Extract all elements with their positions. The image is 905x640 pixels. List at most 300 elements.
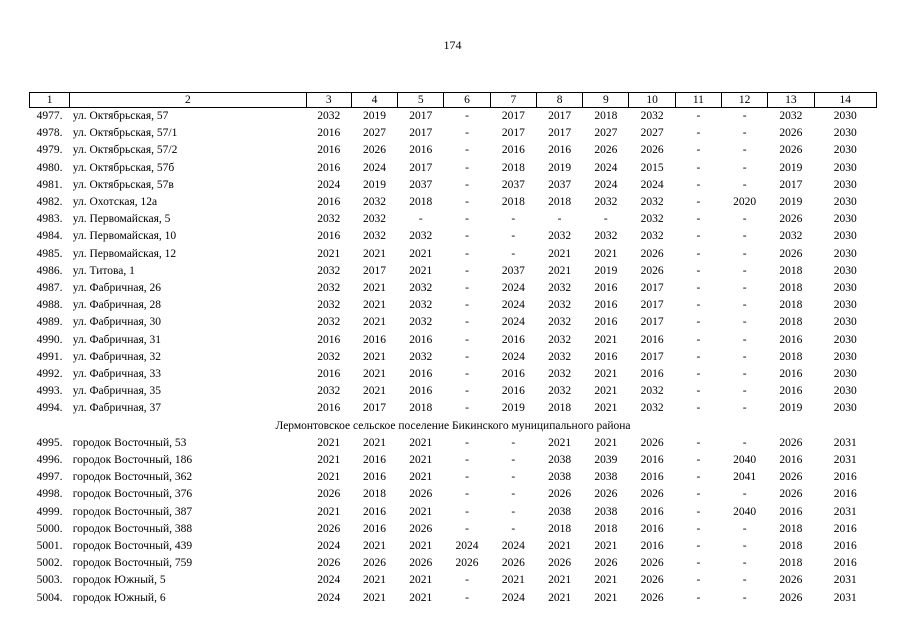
- address-cell: городок Восточный, 439: [72, 540, 193, 553]
- year-cell: 2032: [594, 230, 618, 243]
- year-cell: -: [465, 385, 469, 398]
- year-cell: 2032: [317, 264, 341, 277]
- year-cell: 2026: [594, 144, 618, 157]
- year-cell: -: [465, 144, 469, 157]
- year-cell: -: [742, 282, 747, 295]
- year-cell: 2016: [409, 385, 433, 398]
- table-row: [30, 572, 877, 589]
- table-row: [30, 366, 877, 383]
- year-cell: 2027: [363, 127, 387, 140]
- year-cell: 2021: [501, 574, 525, 587]
- year-cell: -: [742, 110, 747, 122]
- address-cell: ул. Фабричная, 35: [72, 385, 161, 398]
- year-cell: -: [696, 127, 701, 140]
- year-cell: -: [742, 178, 747, 191]
- year-cell: 2016: [317, 402, 341, 415]
- year-cell: 2020: [733, 196, 757, 209]
- address-cell: городок Восточный, 362: [72, 471, 193, 484]
- table-row: [30, 280, 877, 297]
- year-cell: 2016: [640, 471, 664, 484]
- year-cell: 2017: [640, 316, 664, 329]
- year-cell: 2032: [640, 385, 664, 398]
- year-cell: 2017: [409, 110, 433, 122]
- table-row: [30, 246, 877, 263]
- year-cell: 2016: [594, 282, 618, 295]
- year-cell: 2016: [833, 540, 857, 553]
- column-header: 7: [490, 93, 536, 108]
- year-cell: -: [696, 282, 701, 295]
- year-cell: 2032: [548, 333, 572, 346]
- year-cell: 2016: [833, 471, 857, 484]
- year-cell: -: [511, 247, 516, 260]
- year-cell: 2016: [640, 333, 664, 346]
- year-cell: 2030: [833, 264, 857, 277]
- year-cell: -: [696, 144, 701, 157]
- year-cell: 2024: [317, 178, 341, 191]
- year-cell: 2026: [363, 144, 387, 157]
- year-cell: -: [511, 488, 516, 501]
- year-cell: 2016: [501, 144, 525, 157]
- year-cell: 2032: [548, 316, 572, 329]
- year-cell: 2040: [733, 505, 757, 518]
- year-cell: 2018: [501, 196, 525, 209]
- year-cell: 2032: [548, 368, 572, 381]
- housing-registry-table: [29, 92, 877, 607]
- year-cell: -: [742, 402, 747, 415]
- year-cell: -: [696, 161, 701, 174]
- year-cell: 2032: [548, 282, 572, 295]
- year-cell: 2024: [640, 178, 664, 191]
- year-cell: 2019: [779, 402, 803, 415]
- year-cell: 2018: [779, 299, 803, 312]
- year-cell: 2032: [640, 196, 664, 209]
- year-cell: 2016: [409, 368, 433, 381]
- year-cell: 2026: [640, 247, 664, 260]
- year-cell: -: [742, 591, 747, 604]
- year-cell: 2024: [501, 540, 525, 553]
- year-cell: 2018: [501, 161, 525, 174]
- year-cell: 2019: [779, 196, 803, 209]
- year-cell: 2030: [833, 127, 857, 140]
- year-cell: 2016: [548, 144, 572, 157]
- year-cell: 2021: [409, 264, 433, 277]
- year-cell: 2026: [640, 264, 664, 277]
- year-cell: 2021: [594, 436, 618, 449]
- table-header: [30, 93, 877, 108]
- address-cell: ул. Октябрьская, 57: [72, 110, 169, 122]
- year-cell: 2030: [833, 316, 857, 329]
- year-cell: -: [696, 316, 701, 329]
- year-cell: -: [696, 299, 701, 312]
- year-cell: 2031: [833, 454, 857, 467]
- year-cell: -: [696, 350, 701, 363]
- year-cell: 2016: [640, 522, 664, 535]
- year-cell: -: [511, 213, 516, 226]
- row-number: 4991.: [36, 350, 63, 363]
- year-cell: 2031: [833, 591, 857, 604]
- year-cell: 2016: [317, 127, 341, 140]
- year-cell: 2021: [548, 574, 572, 587]
- table-row: [30, 452, 877, 469]
- year-cell: 2018: [779, 282, 803, 295]
- year-cell: 2030: [833, 402, 857, 415]
- row-number: 4997.: [36, 471, 63, 484]
- year-cell: -: [696, 264, 701, 277]
- year-cell: 2026: [779, 127, 803, 140]
- year-cell: -: [696, 368, 701, 381]
- row-number: 4995.: [36, 436, 63, 449]
- address-cell: ул. Фабричная, 37: [72, 402, 161, 415]
- address-cell: ул. Фабричная, 30: [72, 316, 161, 329]
- year-cell: -: [465, 316, 469, 329]
- year-cell: 2026: [548, 557, 572, 570]
- year-cell: 2030: [833, 299, 857, 312]
- year-cell: 2018: [779, 264, 803, 277]
- year-cell: -: [742, 299, 747, 312]
- year-cell: -: [742, 368, 747, 381]
- year-cell: -: [511, 471, 516, 484]
- year-cell: -: [696, 385, 701, 398]
- year-cell: 2037: [501, 264, 525, 277]
- address-cell: городок Восточный, 53: [72, 436, 187, 449]
- year-cell: 2032: [317, 110, 341, 122]
- year-cell: -: [742, 557, 747, 570]
- year-cell: 2017: [363, 264, 387, 277]
- year-cell: 2031: [833, 436, 857, 449]
- year-cell: 2017: [640, 350, 664, 363]
- row-number: 4986.: [36, 264, 63, 277]
- year-cell: 2021: [409, 471, 433, 484]
- year-cell: -: [696, 436, 701, 449]
- year-cell: 2038: [548, 454, 572, 467]
- year-cell: -: [742, 230, 747, 243]
- table-row: [30, 504, 877, 521]
- year-cell: 2041: [733, 471, 757, 484]
- row-number: 4988.: [36, 299, 63, 312]
- year-cell: 2031: [833, 505, 857, 518]
- year-cell: 2024: [363, 161, 387, 174]
- year-cell: 2031: [833, 574, 857, 587]
- address-cell: городок Восточный, 759: [72, 557, 193, 570]
- year-cell: 2016: [501, 385, 525, 398]
- year-cell: 2021: [409, 591, 433, 604]
- year-cell: -: [465, 213, 469, 226]
- row-number: 4994.: [36, 402, 63, 415]
- year-cell: 2026: [779, 574, 803, 587]
- year-cell: 2018: [548, 196, 572, 209]
- row-number: 4990.: [36, 333, 63, 346]
- year-cell: -: [742, 127, 747, 140]
- year-cell: -: [465, 402, 469, 415]
- year-cell: -: [696, 591, 701, 604]
- year-cell: -: [696, 333, 701, 346]
- year-cell: 2032: [317, 213, 341, 226]
- year-cell: 2038: [548, 505, 572, 518]
- year-cell: 2024: [594, 161, 618, 174]
- year-cell: 2032: [317, 385, 341, 398]
- year-cell: 2017: [640, 299, 664, 312]
- column-header: 6: [444, 93, 490, 108]
- year-cell: 2021: [594, 540, 618, 553]
- year-cell: -: [696, 471, 701, 484]
- year-cell: -: [742, 264, 747, 277]
- year-cell: 2037: [501, 178, 525, 191]
- year-cell: 2016: [317, 333, 341, 346]
- year-cell: 2018: [409, 402, 433, 415]
- year-cell: -: [742, 522, 747, 535]
- year-cell: 2016: [594, 316, 618, 329]
- address-cell: ул. Первомайская, 12: [72, 247, 177, 260]
- year-cell: -: [511, 436, 516, 449]
- year-cell: 2026: [317, 557, 341, 570]
- year-cell: 2021: [548, 264, 572, 277]
- year-cell: 2017: [548, 110, 572, 122]
- table-row: [30, 469, 877, 486]
- year-cell: 2017: [640, 282, 664, 295]
- year-cell: 2017: [409, 127, 433, 140]
- year-cell: 2021: [409, 540, 433, 553]
- year-cell: 2021: [363, 591, 387, 604]
- table-row: [30, 486, 877, 503]
- year-cell: -: [742, 247, 747, 260]
- year-cell: 2019: [594, 264, 618, 277]
- year-cell: 2032: [548, 350, 572, 363]
- year-cell: 2016: [317, 161, 341, 174]
- address-cell: ул. Фабричная, 31: [72, 333, 161, 346]
- row-number: 5001.: [36, 540, 63, 553]
- year-cell: 2032: [363, 213, 387, 226]
- address-cell: ул. Октябрьская, 57/2: [72, 144, 178, 157]
- year-cell: 2032: [640, 110, 664, 122]
- row-number: 4999.: [36, 505, 63, 518]
- table-row: [30, 228, 877, 245]
- year-cell: 2016: [779, 368, 803, 381]
- year-cell: 2026: [779, 591, 803, 604]
- year-cell: -: [465, 299, 469, 312]
- year-cell: 2026: [409, 557, 433, 570]
- year-cell: 2030: [833, 368, 857, 381]
- year-cell: 2019: [363, 178, 387, 191]
- year-cell: 2016: [363, 454, 387, 467]
- year-cell: -: [696, 230, 701, 243]
- year-cell: 2016: [640, 505, 664, 518]
- address-cell: ул. Фабричная, 33: [72, 368, 161, 381]
- row-number: 5004.: [36, 591, 63, 604]
- year-cell: 2024: [501, 350, 525, 363]
- year-cell: 2032: [640, 230, 664, 243]
- table-row: [30, 383, 877, 400]
- table-row: [30, 349, 877, 366]
- year-cell: 2027: [594, 127, 618, 140]
- year-cell: 2024: [501, 282, 525, 295]
- year-cell: 2021: [594, 368, 618, 381]
- year-cell: 2021: [594, 333, 618, 346]
- year-cell: -: [465, 574, 469, 587]
- year-cell: 2016: [833, 557, 857, 570]
- year-cell: 2037: [548, 178, 572, 191]
- year-cell: 2021: [409, 436, 433, 449]
- year-cell: -: [465, 522, 469, 535]
- year-cell: 2017: [548, 127, 572, 140]
- table-row: [30, 521, 877, 538]
- year-cell: -: [742, 350, 747, 363]
- address-cell: ул. Фабричная, 32: [72, 350, 161, 363]
- year-cell: 2018: [548, 522, 572, 535]
- year-cell: 2030: [833, 161, 857, 174]
- year-cell: 2018: [548, 402, 572, 415]
- year-cell: 2019: [779, 161, 803, 174]
- year-cell: 2017: [501, 110, 525, 122]
- address-cell: ул. Октябрьская, 57/1: [72, 127, 178, 140]
- year-cell: 2026: [640, 436, 664, 449]
- year-cell: -: [465, 110, 469, 122]
- year-cell: -: [696, 454, 701, 467]
- table-row: [30, 160, 877, 177]
- address-cell: ул. Первомайская, 10: [72, 230, 177, 243]
- table-body: [30, 108, 877, 607]
- year-cell: 2026: [640, 591, 664, 604]
- column-header: 8: [536, 93, 582, 108]
- year-cell: 2024: [501, 299, 525, 312]
- year-cell: -: [742, 161, 747, 174]
- year-cell: -: [465, 505, 469, 518]
- year-cell: 2021: [317, 454, 341, 467]
- year-cell: 2026: [594, 488, 618, 501]
- year-cell: 2021: [363, 299, 387, 312]
- year-cell: 2016: [363, 333, 387, 346]
- year-cell: -: [696, 213, 701, 226]
- year-cell: 2016: [409, 333, 433, 346]
- year-cell: 2030: [833, 350, 857, 363]
- year-cell: 2015: [640, 161, 664, 174]
- year-cell: 2018: [594, 522, 618, 535]
- row-number: 5002.: [36, 557, 63, 570]
- table-row: [30, 332, 877, 349]
- year-cell: -: [511, 522, 516, 535]
- year-cell: -: [696, 540, 701, 553]
- year-cell: 2030: [833, 196, 857, 209]
- year-cell: 2032: [409, 230, 433, 243]
- year-cell: -: [465, 591, 469, 604]
- year-cell: 2039: [594, 454, 618, 467]
- year-cell: 2026: [779, 247, 803, 260]
- year-cell: 2018: [779, 350, 803, 363]
- year-cell: 2016: [779, 505, 803, 518]
- year-cell: 2040: [733, 454, 757, 467]
- year-cell: -: [696, 488, 701, 501]
- year-cell: 2021: [363, 368, 387, 381]
- column-header: 4: [351, 93, 397, 108]
- year-cell: 2026: [779, 471, 803, 484]
- year-cell: 2032: [317, 350, 341, 363]
- year-cell: 2021: [409, 574, 433, 587]
- year-cell: -: [696, 522, 701, 535]
- year-cell: 2026: [640, 144, 664, 157]
- row-number: 4987.: [36, 282, 63, 295]
- row-number: 4983.: [36, 213, 63, 226]
- row-number: 4984.: [36, 230, 63, 243]
- year-cell: 2026: [548, 488, 572, 501]
- year-cell: -: [742, 213, 747, 226]
- year-cell: -: [742, 574, 747, 587]
- year-cell: 2032: [317, 282, 341, 295]
- address-cell: городок Южный, 5: [72, 574, 166, 587]
- table-row: [30, 263, 877, 280]
- year-cell: -: [696, 247, 701, 260]
- year-cell: -: [742, 144, 747, 157]
- year-cell: -: [465, 247, 469, 260]
- year-cell: 2032: [779, 110, 803, 122]
- row-number: 4996.: [36, 454, 63, 467]
- year-cell: 2016: [363, 522, 387, 535]
- year-cell: -: [465, 488, 469, 501]
- year-cell: 2024: [594, 178, 618, 191]
- year-cell: 2026: [363, 557, 387, 570]
- year-cell: -: [557, 213, 562, 226]
- table-row: [30, 177, 877, 194]
- year-cell: 2018: [779, 540, 803, 553]
- year-cell: 2026: [779, 213, 803, 226]
- year-cell: 2018: [779, 316, 803, 329]
- year-cell: 2017: [363, 402, 387, 415]
- row-number: 4979.: [36, 144, 63, 157]
- year-cell: 2038: [594, 505, 618, 518]
- year-cell: 2021: [363, 350, 387, 363]
- year-cell: 2026: [409, 488, 433, 501]
- year-cell: 2032: [409, 350, 433, 363]
- year-cell: 2032: [363, 196, 387, 209]
- year-cell: 2021: [317, 505, 341, 518]
- address-cell: городок Южный, 6: [72, 591, 166, 604]
- year-cell: 2032: [363, 230, 387, 243]
- address-cell: городок Восточный, 388: [72, 522, 193, 535]
- year-cell: -: [696, 110, 701, 122]
- year-cell: 2032: [409, 299, 433, 312]
- year-cell: -: [465, 264, 469, 277]
- table-row: [30, 211, 877, 228]
- year-cell: 2026: [779, 436, 803, 449]
- year-cell: 2016: [779, 454, 803, 467]
- year-cell: -: [742, 316, 747, 329]
- column-header: 5: [398, 93, 444, 108]
- year-cell: 2032: [317, 316, 341, 329]
- year-cell: -: [465, 350, 469, 363]
- year-cell: 2016: [501, 368, 525, 381]
- year-cell: -: [696, 505, 701, 518]
- year-cell: 2021: [363, 540, 387, 553]
- year-cell: -: [465, 178, 469, 191]
- row-number: 4980.: [36, 161, 63, 174]
- year-cell: 2021: [363, 436, 387, 449]
- year-cell: 2026: [640, 488, 664, 501]
- year-cell: 2016: [409, 144, 433, 157]
- year-cell: 2021: [409, 505, 433, 518]
- year-cell: 2016: [317, 144, 341, 157]
- year-cell: 2026: [409, 522, 433, 535]
- year-cell: 2016: [594, 299, 618, 312]
- page-number: 174: [443, 38, 462, 52]
- year-cell: -: [511, 454, 516, 467]
- column-header: 13: [768, 93, 814, 108]
- row-number: 4982.: [36, 196, 63, 209]
- year-cell: 2018: [594, 110, 618, 122]
- row-number: 4998.: [36, 488, 63, 501]
- table-row: [30, 400, 877, 417]
- row-number: 5003.: [36, 574, 63, 587]
- year-cell: 2017: [409, 161, 433, 174]
- year-cell: 2021: [317, 436, 341, 449]
- year-cell: 2021: [409, 247, 433, 260]
